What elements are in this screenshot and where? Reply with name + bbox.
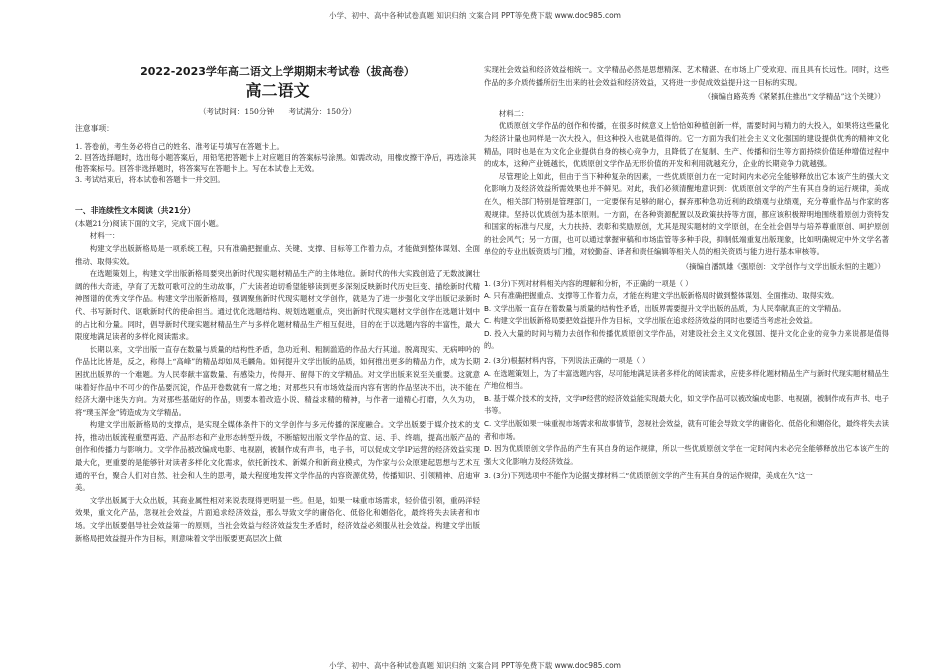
material-2-paragraph: 优质原创文学作品的创作和传播，在很多时候意义上恰恰如种植创新一样，需要时间与精力的大投入，如果将这些量化为经济计量也同样是一次大投入，但这种投入也就是值得的。它一方面为我们社会主义文化强国的建设提供优秀的精神文化精品，同时也是在为文化企业提供自身的核心竞争力，且降低了在复制、生产、传播和衍生等方面持续价值延伸增值过程中的成本，这种产业链越长，优质原创文学作品无形价值的开发和利用就越充分，企业的长期竞争力就越强。 (484, 121, 889, 169)
question-2-option-b: B. 基于媒介技术的支持，文学IP经营的经济效益能实现最大化，如文学作品可以被改编成电影、电视剧，被制作成有声书、电子书等。 (484, 393, 889, 416)
question-1-option-d: D. 投入大量的时间与精力去创作和传播优质原创文学作品，对建设社会主义文化强国、提升文化企业的竞争力来说都是值得的。 (484, 328, 889, 351)
notice-item: 2. 回答选择题时，选出每小题答案后，用铅笔把答题卡上对应题目的答案标号涂黑。如需改动，用橡皮擦干净后，再选涂其他答案标号。回答非选择题时，将答案写在答题卡上。写在本试卷上无效。 (75, 153, 477, 174)
section-heading: 一、非连续性文本阅读（共21分） (75, 206, 196, 216)
material-2-label: 材料二： (498, 108, 529, 118)
material-2-source: （摘编自潘凯雄《强原创：文学创作与文学出版永恒的主题》） (681, 261, 885, 271)
exam-score: 考试满分：150分） (288, 107, 357, 116)
material-1-paragraph: 构建文学出版新格局的支撑点，是实现全媒体条件下的文学创作与多元传播的深度融合。文学出版要于媒介技术的支持，推动出版流程重塑再造、产品形态和产业形态转型升级，不断缩短出版文学作品的宣、运、手、终端，提高出版产品的创作和传播力与影响力。文学作品被改编成电影、电视剧，被制作成有声书，电子书，可以促成文学IP运营的经济效益实现最大化，更重要的是能够针对读者多样化文化需求，依托新技术、新媒介和新商业模式，为作家与公众原建起思想与艺术互通的平台，聚合人们对自然、社会和人生的思考，最大程度地发挥文学作品的内容资源优势，传播知识、引领精神、启迪审美。 (75, 420, 480, 493)
question-2-stem: 2. (3分)根据材料内容，下列说法正确的一项是（ ） (484, 356, 650, 366)
left-column (75, 64, 480, 662)
question-1-option-b: B. 文学出版一直存在着数量与质量的结构性矛盾，出版界需要提升文学出版的品质，为人民奉献真正的文学精品。 (484, 303, 846, 313)
material-1-continued: 实现社会效益和经济效益相统一。文学精品必然是思想精深、艺术精湛、在市场上广受欢迎、而且具有长远性。同时，这些作品的多介质传播所衍生出来的社会效益和经济效益，又将进一步促成效益提升这一目标的实现。 (484, 65, 889, 87)
exam-time: （考试时间：150分钟 (198, 107, 275, 116)
material-1-paragraph: 文学出版属于大众出版，其商业属性相对来说表现得更明显一些。但是，如果一味重市场需求，轻价值引领，重码洋轻效果，重文化产品，忽视社会效益，片面追求经济效益，那么导致文学的庸俗化、低俗化和媚俗化，最终将失去读者和市场。文学出版要倡导社会效益第一的原则，当社会效益与经济效益发生矛盾时，经济效益必须服从社会效益。构建文学出版新格局把效益提升作为目标，则意味着文学出版要更高层次上做 (75, 495, 480, 543)
top-banner: 小学、初中、高中各种试卷真题 知识归纳 文案合同 PPT等免费下载 www.doc985.com (329, 11, 621, 20)
material-1-source: （摘编自路英秀《紧紧抓住推出“文学精品”这个关键》） (703, 92, 885, 102)
question-1-stem: 1. (3分)下列对材料相关内容的理解和分析，不正确的一项是（ ） (484, 278, 693, 288)
exam-title: 2022-2023学年高二语文上学期期末考试卷（拔高卷） (140, 65, 415, 78)
question-2-option-a: A. 在选题策划上，为了丰富选题内容，尽可能地满足读者多样化的阅读需求，应使多样化题材精品生产与新时代现实题材精品生产地位相当。 (484, 368, 889, 391)
question-2-option-d: D. 因为优质原创文学作品的产生有其自身的运作规律，所以一些优质原创文学在一定时间内未必完全能够释放出它本该产生的强大文化影响力及经济效益。 (484, 444, 889, 466)
material-2-paragraph: 尽管理论上如此，但由于当下种种复杂的因素，一些优质原创力在一定时间内未必完全能够释放出它本该产生的强大文化影响力及经济效益所需效果也并不鲜见。对此，我们必须清醒地意识到：优质原创文学的产生有其自身的运行规律，美成在久，相关部门特别是管理部门，一定要保有足够的耐心，摒弃那种急功近利的政绩观与业绩观，充分尊重作品与作家的客观规律。坚持以优质创为基本原则。一方面，在各种资源配置以及政策扶持等方面，都应该积极辩明地围绕着原创力资特发和国家的标准与尺度，大力扶持、表彰和奖励原创，尤其是现实题材的文学原创，在全社会倡导与培养尊重原创、呵护原创的社会风气；另一方面，也可以通过掌握审稿和市场监管等多种手段，抑制低端重复出版现象，比如明确规定中外文学名著单位的专业出版资质与门槛，对较勤奋、译者和责任编辑等相关人员的相关资质与能力进行基本审核等。 (484, 171, 889, 257)
material-1-paragraph: 构建文学出版新格局是一项系统工程，只有准确把握重点、关键、支撑、目标等工作着力点，才能做到整体谋划、全面推动、取得实效。 (75, 243, 480, 266)
exam-subtitle: 高二语文 (245, 81, 310, 100)
notice-item: 1. 答卷前，考生务必将自己的姓名、准考证号填写在答题卡上。 (75, 142, 284, 152)
bottom-banner: 小学、初中、高中各种试卷真题 知识归纳 文案合同 PPT等免费下载 www.doc985.com (329, 661, 621, 670)
question-1-option-a: A. 只有准确把握重点、支撑等工作着力点，才能在构建文学出版新格局时做到整体谋划、全面推动、取得实效。 (484, 291, 839, 301)
material-1-paragraph: 长期以来，文学出版一直存在数量与质量的结构性矛盾，急功近利、粗制滥造的作品大行其道。脱离现实、无病呻吟的作品比比皆是，反之，称得上“高峰”的精品却如凤毛麟角。如何提升文学出版的品质，如何推出更多的精品力作，成为长期困扰出版界的一个难题。为人民奉献丰富数量、有感染力，传得开、留得下的文学精品。对文学出版来说至关重要。这就意味着好作品中不可少的作品要沉淀，作品开卷数就有一席之地；对那些只有市场效益而内容有害的作品坚决不出，决不能在经济大潮中迷失方向。为对那些基础好的作品，则要本着改造小说、精益求精的精神，与作者一道精心打磨，久久为功，将“璞玉浑金”铸造成为文学精品。 (75, 344, 480, 417)
exam-meta (75, 106, 480, 119)
question-3-stem: 3. (3分)下列选项中不能作为论据支撑材料二“优质原创文学的产生有其自身的运作规律，美成在久”这一 (484, 471, 813, 481)
notice-heading: 注意事项： (75, 123, 114, 133)
notice-list (75, 141, 480, 185)
right-column (484, 64, 889, 662)
question-1-option-c: C. 构建文学出版新格局要把效益提升作为目标，文学出版在追求经济效益的同时也要适当考虑社会效益。 (484, 316, 818, 326)
question-2-option-c: C. 文学出版如果一味重视市场需求和故事情节，忽视社会效益，就有可能会导致文学的庸俗化、低俗化和媚俗化，最终将失去读者和市场。 (484, 419, 889, 441)
material-1-label: 材料一： (89, 231, 120, 241)
section-intro: (本题21分)阅读下面的文字，完成下面小题。 (75, 218, 224, 228)
notice-item: 3. 考试结束后，将本试卷和答题卡一并交回。 (75, 175, 225, 185)
material-1-paragraph: 在选题策划上，构建文学出版新格局要突出新时代现实题材精品生产的主体地位。新时代的伟大实践创造了无数波澜壮阔的伟大奇迹，孕育了无数可歌可泣的生动故事，广大读者迫切希望能够读到更多深刻反映新时代历史巨变、描绘新时代精神图谱的优秀文学作品。构建文学出版新格局，强调聚焦新时代现实题材文学创作，就是为了进一步强化文学出版记录新时代、书写新时代、讴歌新时代的使命担当。通过优化选题结构、规划选题重点，突出新时代现实题材文学创作在选题计划中的占比和分量。同时，倡导新时代现实题材精品生产与多样化题材精品生产相互促进，目的在于以选题内容的丰富性，最大限度地满足读者的多样化阅读需求。 (75, 269, 480, 342)
